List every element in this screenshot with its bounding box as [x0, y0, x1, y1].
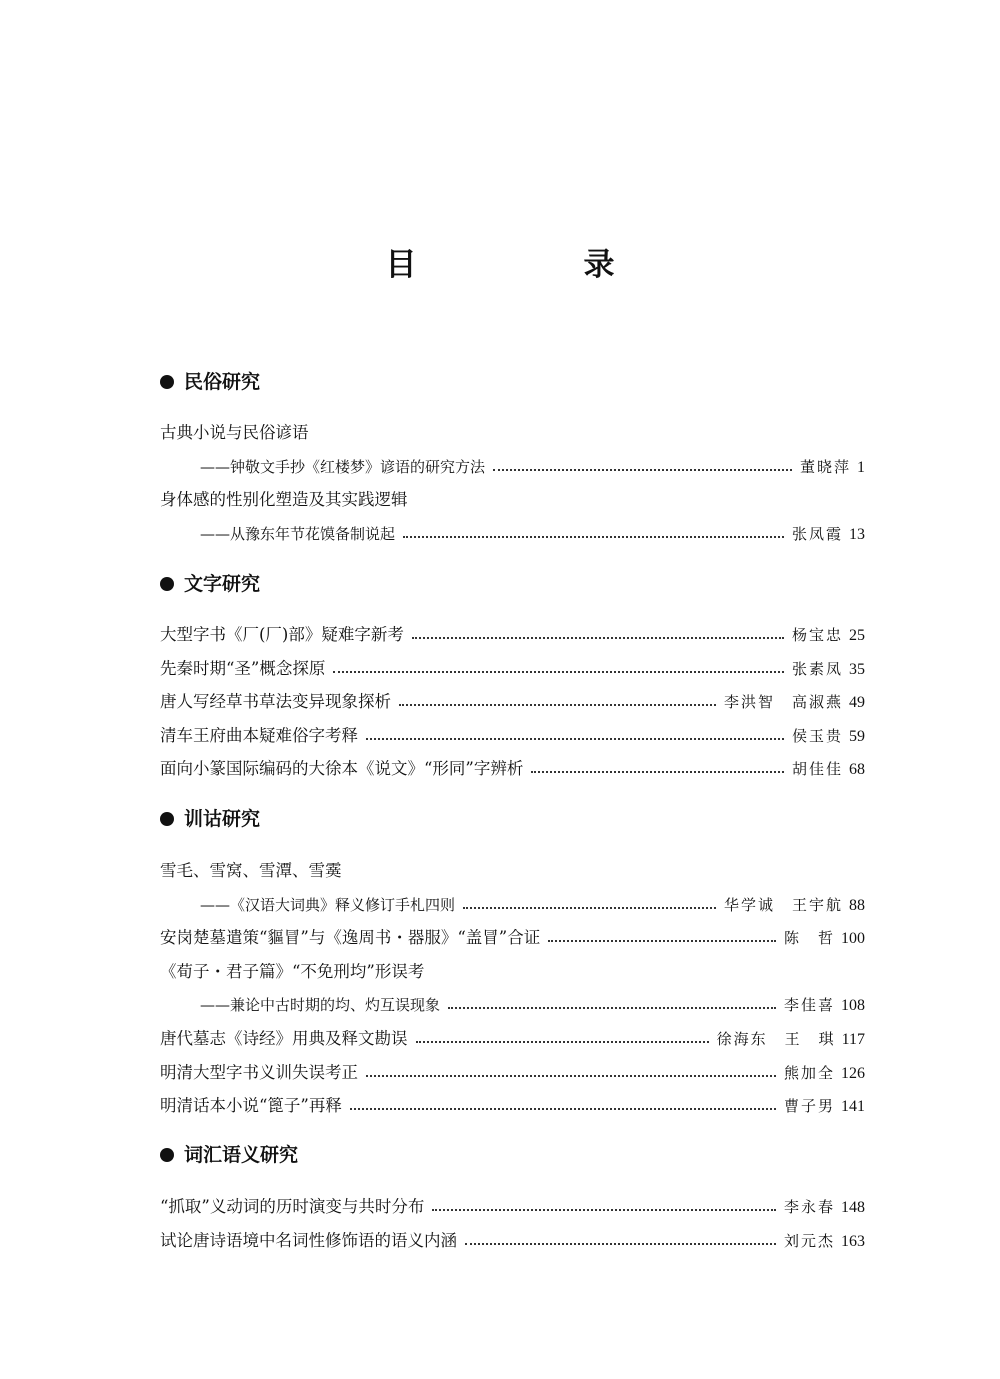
entry-subtitle: ——从豫东年节花馍备制说起 [200, 525, 396, 543]
dot-leader [493, 469, 792, 471]
entry-author: 李永春 [783, 1198, 835, 1216]
toc-entry [160, 419, 865, 447]
toc-entry [160, 655, 865, 683]
toc-entry [160, 621, 865, 649]
entry-page-number: 1 [857, 459, 865, 476]
dot-leader [366, 738, 784, 740]
entry-title: 面向小篆国际编码的大徐本《说文》“形同”字辨析 [160, 759, 524, 778]
entry-title: 安岗楚墓遣策“貙冒”与《逸周书・器服》“盖冒”合证 [160, 928, 541, 947]
entry-title: 试论唐诗语境中名词性修饰语的语义内涵 [160, 1231, 457, 1250]
section-heading-text: 民俗研究 [184, 371, 261, 393]
page-title: 目 录 [385, 247, 683, 283]
toc-entry [160, 1025, 865, 1053]
entry-title: 明清大型字书义训失误考正 [160, 1063, 358, 1082]
entry-author: 李洪智 高淑燕 [723, 693, 843, 711]
entry-page-number: 35 [849, 661, 865, 678]
toc-entry [160, 1193, 865, 1221]
toc-subtitle-line [200, 520, 865, 548]
entry-page-number: 100 [841, 930, 865, 947]
entry-page-number: 108 [841, 997, 865, 1014]
entry-title: 雪毛、雪窝、雪潭、雪霙 [160, 861, 342, 880]
entry-author: 曹子男 [783, 1097, 835, 1115]
toc-entry [160, 924, 865, 952]
entry-title: “抓取”义动词的历时演变与共时分布 [160, 1197, 425, 1216]
entry-title: 身体感的性别化塑造及其实践逻辑 [160, 490, 408, 509]
entry-title: 大型字书《厂(厂)部》疑难字新考 [160, 625, 404, 644]
entry-page-number: 163 [841, 1233, 865, 1250]
dot-leader [531, 771, 784, 773]
dot-leader [403, 536, 784, 538]
entry-author: 陈 哲 [783, 929, 835, 947]
entry-author: 徐海东 王 琪 [716, 1030, 836, 1048]
entry-author: 熊加全 [783, 1064, 835, 1082]
entry-page-number: 88 [849, 897, 865, 914]
entry-author: 侯玉贵 [791, 727, 843, 745]
entry-subtitle: ——钟敬文手抄《红楼梦》谚语的研究方法 [200, 458, 486, 476]
toc-entry [160, 486, 865, 514]
dot-leader [548, 940, 776, 942]
section-heading-text: 训诂研究 [184, 808, 261, 830]
bullet-icon [160, 1148, 174, 1162]
bullet-icon [160, 812, 174, 826]
section-heading-text: 词汇语义研究 [184, 1144, 299, 1166]
toc-entry [160, 755, 865, 783]
entry-author: 张凤霞 [791, 525, 843, 543]
dot-leader [399, 704, 716, 706]
dot-leader [448, 1007, 776, 1009]
entry-subtitle: ——《汉语大词典》释义修订手札四则 [200, 896, 456, 914]
entry-author: 刘元杰 [783, 1232, 835, 1250]
toc-entry [160, 722, 865, 750]
dot-leader [463, 907, 716, 909]
toc-subtitle-line [200, 453, 865, 481]
entry-author: 董晓萍 [799, 458, 851, 476]
entry-title: 唐代墓志《诗经》用典及释文勘误 [160, 1029, 408, 1048]
section-heading [160, 569, 260, 599]
entry-page-number: 141 [841, 1098, 865, 1115]
entry-page-number: 117 [841, 1031, 865, 1048]
entry-title: 明清话本小说“篦子”再释 [160, 1096, 342, 1115]
entry-author: 李佳喜 [783, 996, 835, 1014]
section-heading [160, 804, 260, 834]
section-heading [160, 1140, 298, 1170]
toc-subtitle-line [200, 891, 865, 919]
entry-title: 古典小说与民俗谚语 [160, 423, 309, 442]
entry-page-number: 49 [849, 694, 865, 711]
dot-leader [412, 637, 784, 639]
toc-entry [160, 857, 865, 885]
entry-title: 先秦时期“圣”概念探原 [160, 659, 326, 678]
entry-title: 清车王府曲本疑难俗字考释 [160, 726, 358, 745]
toc-entry [160, 1059, 865, 1087]
entry-title: 《荀子・君子篇》“不免刑均”形误考 [160, 962, 425, 981]
toc-subtitle-line [200, 991, 865, 1019]
entry-page-number: 148 [841, 1199, 865, 1216]
entry-title: 唐人写经草书草法变异现象探析 [160, 692, 391, 711]
bullet-icon [160, 577, 174, 591]
dot-leader [432, 1209, 776, 1211]
toc-entry [160, 1227, 865, 1255]
entry-author: 华学诚 王宇航 [723, 896, 843, 914]
entry-page-number: 25 [849, 627, 865, 644]
section-heading-text: 文字研究 [184, 573, 261, 595]
entry-author: 胡佳佳 [791, 760, 843, 778]
section-heading [160, 367, 260, 397]
bullet-icon [160, 375, 174, 389]
entry-page-number: 126 [841, 1065, 865, 1082]
entry-author: 杨宝忠 [791, 626, 843, 644]
entry-page-number: 13 [849, 526, 865, 543]
dot-leader [350, 1108, 776, 1110]
dot-leader [416, 1041, 709, 1043]
dot-leader [465, 1243, 776, 1245]
entry-subtitle: ——兼论中古时期的均、灼互误现象 [200, 996, 441, 1014]
dot-leader [366, 1075, 776, 1077]
entry-page-number: 59 [849, 728, 865, 745]
entry-page-number: 68 [849, 761, 865, 778]
dot-leader [333, 671, 784, 673]
toc-entry [160, 958, 865, 986]
toc-entry [160, 688, 865, 716]
toc-entry [160, 1092, 865, 1120]
entry-author: 张素凤 [791, 660, 843, 678]
